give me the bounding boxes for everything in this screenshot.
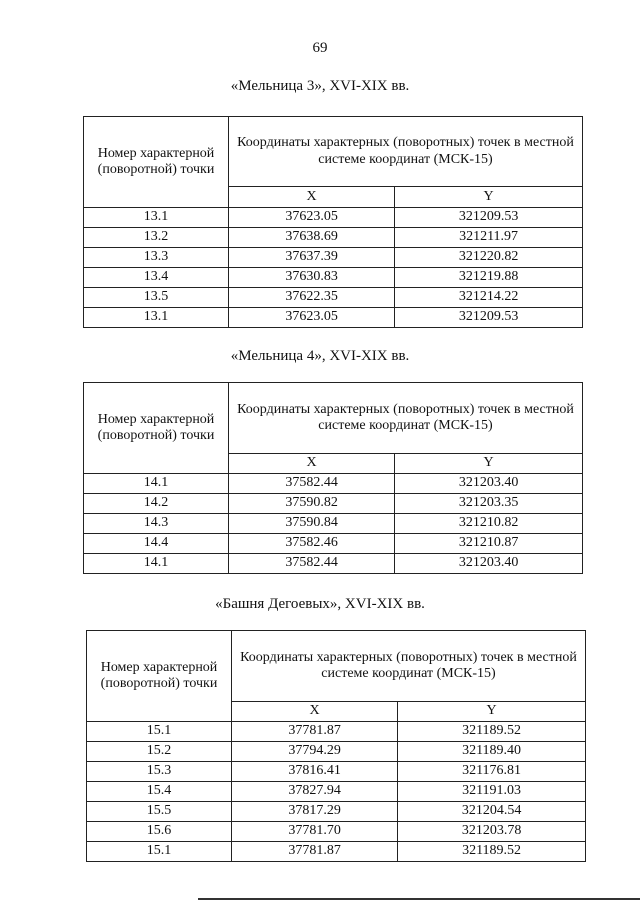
point-cell: 13.2: [84, 228, 229, 248]
x-cell: 37630.83: [229, 268, 395, 288]
table-row: [87, 842, 586, 862]
point-cell: 14.1: [84, 474, 229, 494]
section-title: «Мельница 4», XVI-XIX вв.: [230, 348, 410, 364]
x-cell: 37622.35: [229, 288, 395, 308]
x-cell: 37582.44: [229, 554, 395, 574]
table-row: [84, 248, 583, 268]
x-cell: 37781.70: [232, 822, 398, 842]
point-cell: 13.5: [84, 288, 229, 308]
y-cell: 321191.03: [398, 782, 586, 802]
y-cell: 321203.40: [395, 474, 583, 494]
x-cell: 37582.46: [229, 534, 395, 554]
point-cell: 15.3: [87, 762, 232, 782]
point-cell: 15.2: [87, 742, 232, 762]
y-cell: 321189.52: [398, 722, 586, 742]
y-cell: 321189.52: [398, 842, 586, 862]
x-cell: 37794.29: [232, 742, 398, 762]
y-cell: 321219.88: [395, 268, 583, 288]
y-cell: 321220.82: [395, 248, 583, 268]
table-row: [84, 268, 583, 288]
table-row: [84, 208, 583, 228]
point-cell: 13.1: [84, 208, 229, 228]
x-cell: 37816.41: [232, 762, 398, 782]
y-cell: 321204.54: [398, 802, 586, 822]
y-cell: 321209.53: [395, 308, 583, 328]
table-row: [87, 762, 586, 782]
point-cell: 15.5: [87, 802, 232, 822]
x-cell: 37781.87: [232, 722, 398, 742]
page-bottom-divider: [198, 898, 640, 900]
column-header-y: Y: [395, 453, 583, 473]
section-title: «Мельница 3», XVI-XIX вв.: [230, 78, 410, 94]
coordinates-table: [83, 382, 583, 574]
x-cell: 37590.84: [229, 514, 395, 534]
point-cell: 15.6: [87, 822, 232, 842]
x-cell: 37623.05: [229, 208, 395, 228]
table-row: [87, 782, 586, 802]
page-number: 69: [312, 40, 328, 56]
column-header-y: Y: [398, 702, 586, 722]
table-row: [84, 554, 583, 574]
y-cell: 321203.78: [398, 822, 586, 842]
table-row: [84, 474, 583, 494]
column-header-coords: Координаты характерных (поворотных) точек в местной системе координат (МСК-15): [229, 117, 583, 187]
table-row: [87, 742, 586, 762]
point-cell: 15.4: [87, 782, 232, 802]
table-row: [84, 288, 583, 308]
point-cell: 15.1: [87, 722, 232, 742]
x-cell: 37817.29: [232, 802, 398, 822]
table-row: [87, 822, 586, 842]
x-cell: 37781.87: [232, 842, 398, 862]
point-cell: 14.4: [84, 534, 229, 554]
column-header-x: X: [232, 702, 398, 722]
coordinates-table: [83, 116, 583, 328]
table-row: [84, 514, 583, 534]
y-cell: 321189.40: [398, 742, 586, 762]
y-cell: 321203.40: [395, 554, 583, 574]
point-cell: 14.1: [84, 554, 229, 574]
table-row: [84, 494, 583, 514]
column-header-point: Номер характерной (поворотной) точки: [84, 383, 229, 474]
point-cell: 15.1: [87, 842, 232, 862]
table-row: [84, 228, 583, 248]
section-title: «Башня Дегоевых», XVI-XIX вв.: [215, 596, 425, 612]
column-header-y: Y: [395, 187, 583, 208]
point-cell: 13.1: [84, 308, 229, 328]
x-cell: 37623.05: [229, 308, 395, 328]
column-header-x: X: [229, 453, 395, 473]
point-cell: 14.2: [84, 494, 229, 514]
y-cell: 321214.22: [395, 288, 583, 308]
column-header-coords: Координаты характерных (поворотных) точек в местной системе координат (МСК-15): [232, 631, 586, 702]
table-row: [87, 722, 586, 742]
table-row: [84, 308, 583, 328]
y-cell: 321211.97: [395, 228, 583, 248]
y-cell: 321203.35: [395, 494, 583, 514]
x-cell: 37637.39: [229, 248, 395, 268]
y-cell: 321210.87: [395, 534, 583, 554]
point-cell: 14.3: [84, 514, 229, 534]
table-row: [84, 534, 583, 554]
y-cell: 321209.53: [395, 208, 583, 228]
column-header-point: Номер характерной (поворотной) точки: [87, 631, 232, 722]
table-row: [87, 802, 586, 822]
x-cell: 37590.82: [229, 494, 395, 514]
y-cell: 321210.82: [395, 514, 583, 534]
column-header-coords: Координаты характерных (поворотных) точек в местной системе координат (МСК-15): [229, 383, 583, 454]
y-cell: 321176.81: [398, 762, 586, 782]
column-header-x: X: [229, 187, 395, 208]
coordinates-table: [86, 630, 586, 862]
point-cell: 13.4: [84, 268, 229, 288]
x-cell: 37827.94: [232, 782, 398, 802]
x-cell: 37582.44: [229, 474, 395, 494]
point-cell: 13.3: [84, 248, 229, 268]
x-cell: 37638.69: [229, 228, 395, 248]
column-header-point: Номер характерной (поворотной) точки: [84, 117, 229, 208]
